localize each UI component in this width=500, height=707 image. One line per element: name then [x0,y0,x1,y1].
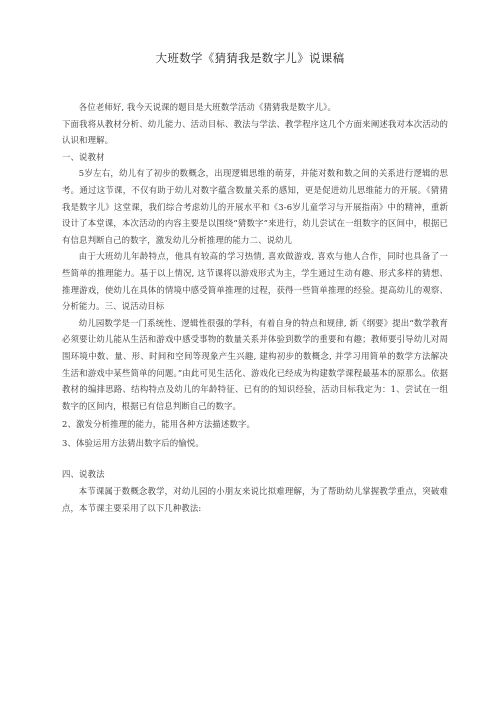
teaching-material-paragraph: 5岁左右，幼儿有了初步的数概念，出现逻辑思维的萌芽，并能对数和数之间的关系进行逻辑的思考。通过这节课，不仅有助于幼儿对数字蕴含数量关系的感知，更是促进幼儿思维能力的开展。《猜猜我是数字儿》这堂课，我们综合考虑幼儿的开展水平和《3-6岁儿童学习与开展指南》中的精神，重新设计了本堂课，本次活动的内容主要是以围绕“猜数字”来进行，幼儿尝试在一组数字的区间中，根据已有信息判断自己的数字，激发幼儿分析推理的能力二、说幼儿 [62,168,448,245]
overview-paragraph: 下面我将从教材分析、幼儿能力、活动目标、教法与学法、教学程序这几个方面来阐述我对本次活动的认识和理解。 [62,118,448,146]
section-heading-teaching-material: 一、说教材 [62,151,105,162]
objective-item-3: 3、体验运用方法猜出数字后的愉悦。 [62,437,204,448]
greeting-paragraph: 各位老师好, 我今天说课的题目是大班数学活动《猜猜我是数字儿》。 [78,102,336,112]
section-heading-teaching-method: 四、说教法 [62,469,105,480]
section-gap [62,451,448,466]
children-paragraph: 由于大班幼儿年龄特点，他具有较高的学习热情, 喜欢做游戏, 喜欢与他人合作，同时也具备了一些简单的推理能力。基于以上情况, 这节课将以游戏形式为主，学生通过生动有趣、形式多样的猜想、推理游戏，使幼儿在具体的情境中感受简单推理的过程，获得一些简单推理的经验。提高幼儿的观察、分析能力。三、说活动目标 [62,251,448,312]
objective-item-2: 2、激发分析推理的能力，能用各种方法描述数字。 [62,419,256,430]
objectives-paragraph: 幼儿园数学是一门系统性、逻辑性很强的学科，有着自身的特点和规律, 新《纲要》提出“数学教育必须要让幼儿能从生活和游戏中感受事物的数量关系并体验到数学的重要和有趣；教师要引导幼儿对周围环境中数、量、形、时间和空间等现象产生兴趣, 建构初步的数概念, 并学习用简单的数学方法解决生活和游戏中某些简单的问题。”由此可见生活化、游戏化已经成为构建数学课程最基本的原那么。依据教材的编排思路、结构特点及幼儿的年龄特征、已有的的知识经验，活动目标我定为：1、尝试在一组数字的区间内，根据已有信息判断自己的数字。 [62,317,448,411]
document-body [62,99,448,516]
teaching-method-paragraph: 本节课属于数概念教学，对幼儿园的小朋友来说比拟难理解，为了帮助幼儿掌握教学重点，突破难点，本节课主要采用了以下几种教法: [62,486,448,513]
document-title: 大班数学《猜猜我是数字儿》说课稿 [155,51,345,65]
